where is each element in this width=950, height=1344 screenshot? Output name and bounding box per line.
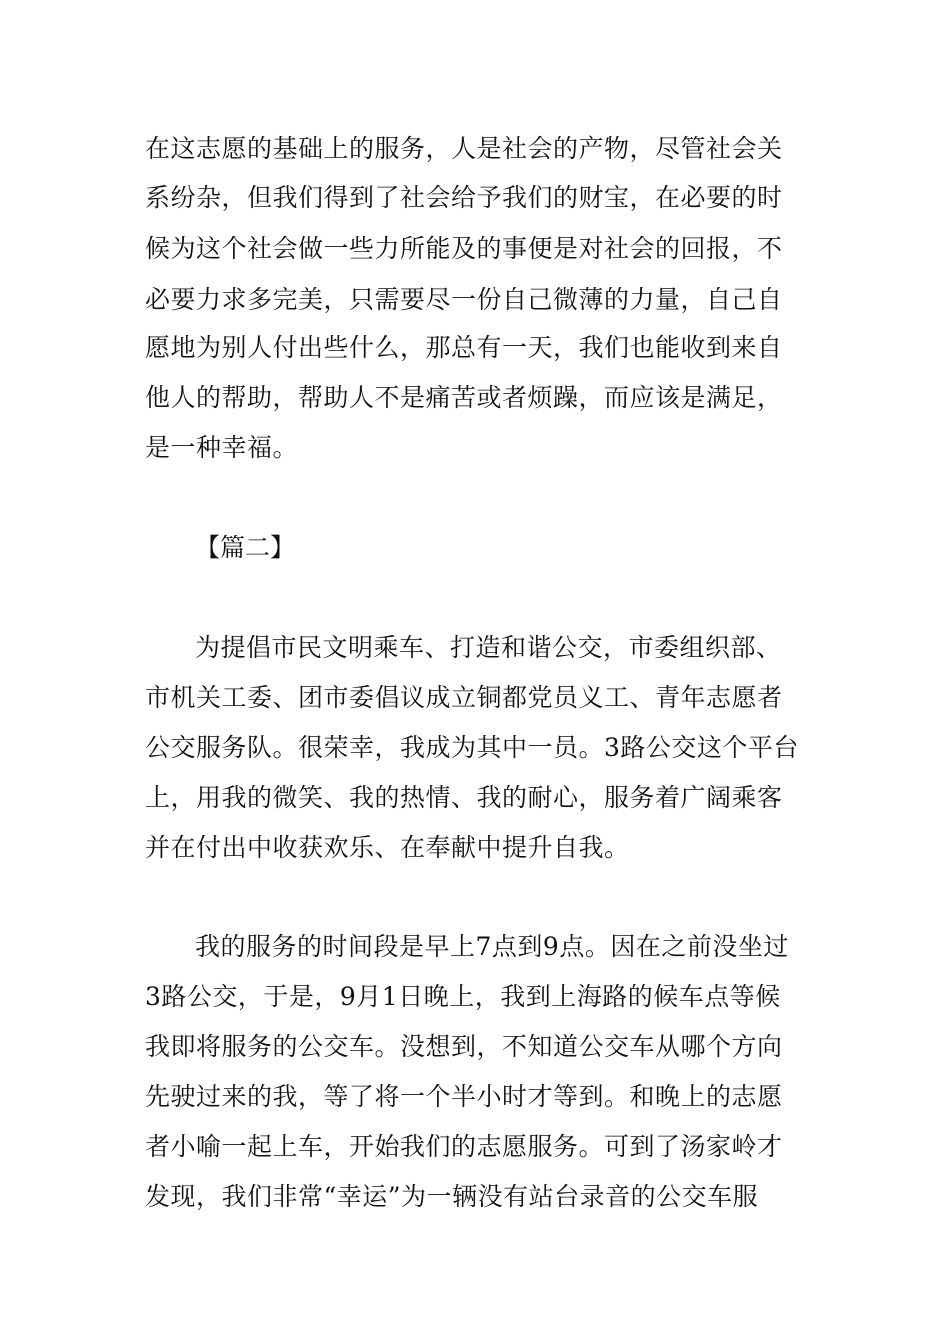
text-line: 发现，我们非常“幸运”为一辆没有站台录音的公交车服: [145, 1182, 759, 1211]
text-line: 系纷杂，但我们得到了社会给予我们的财宝，在必要的时: [145, 183, 783, 212]
text-line: 市机关工委、团市委倡议成立铜都党员义工、青年志愿者: [145, 683, 783, 712]
text-line: 公交服务队。很荣幸，我成为其中一员。3路公交这个平台: [145, 733, 799, 762]
text-line: 3路公交，于是，9月1日晚上，我到上海路的候车点等候: [145, 982, 781, 1011]
text-line: 我即将服务的公交车。没想到，不知道公交车从哪个方向: [145, 1032, 783, 1061]
text-line: 并在付出中收获欢乐、在奉献中提升自我。: [145, 833, 630, 862]
text-line: 上，用我的微笑、我的热情、我的耐心，服务着广阔乘客: [145, 783, 783, 812]
text-line: 先驶过来的我，等了将一个半小时才等到。和晚上的志愿: [145, 1082, 783, 1111]
text-line: 是一种幸福。: [145, 433, 299, 462]
section-heading: 【篇二】: [195, 533, 296, 562]
text-line: 他人的帮助，帮助人不是痛苦或者烦躁，而应该是满足，: [145, 383, 783, 412]
text-line: 愿地为别人付出些什么，那总有一天，我们也能收到来自: [145, 333, 783, 362]
text-line: 者小喻一起上车，开始我们的志愿服务。可到了汤家岭才: [145, 1132, 783, 1161]
text-line: 我的服务的时间段是早上7点到9点。因在之前没坐过: [195, 932, 789, 961]
text-line: 在这志愿的基础上的服务，人是社会的产物，尽管社会关: [145, 134, 783, 163]
text-line: 必要力求多完美，只需要尽一份自己微薄的力量，自己自: [145, 285, 783, 314]
text-line: 候为这个社会做一些力所能及的事便是对社会的回报，不: [145, 234, 783, 263]
text-line: 为提倡市民文明乘车、打造和谐公交，市委组织部、: [195, 633, 782, 662]
